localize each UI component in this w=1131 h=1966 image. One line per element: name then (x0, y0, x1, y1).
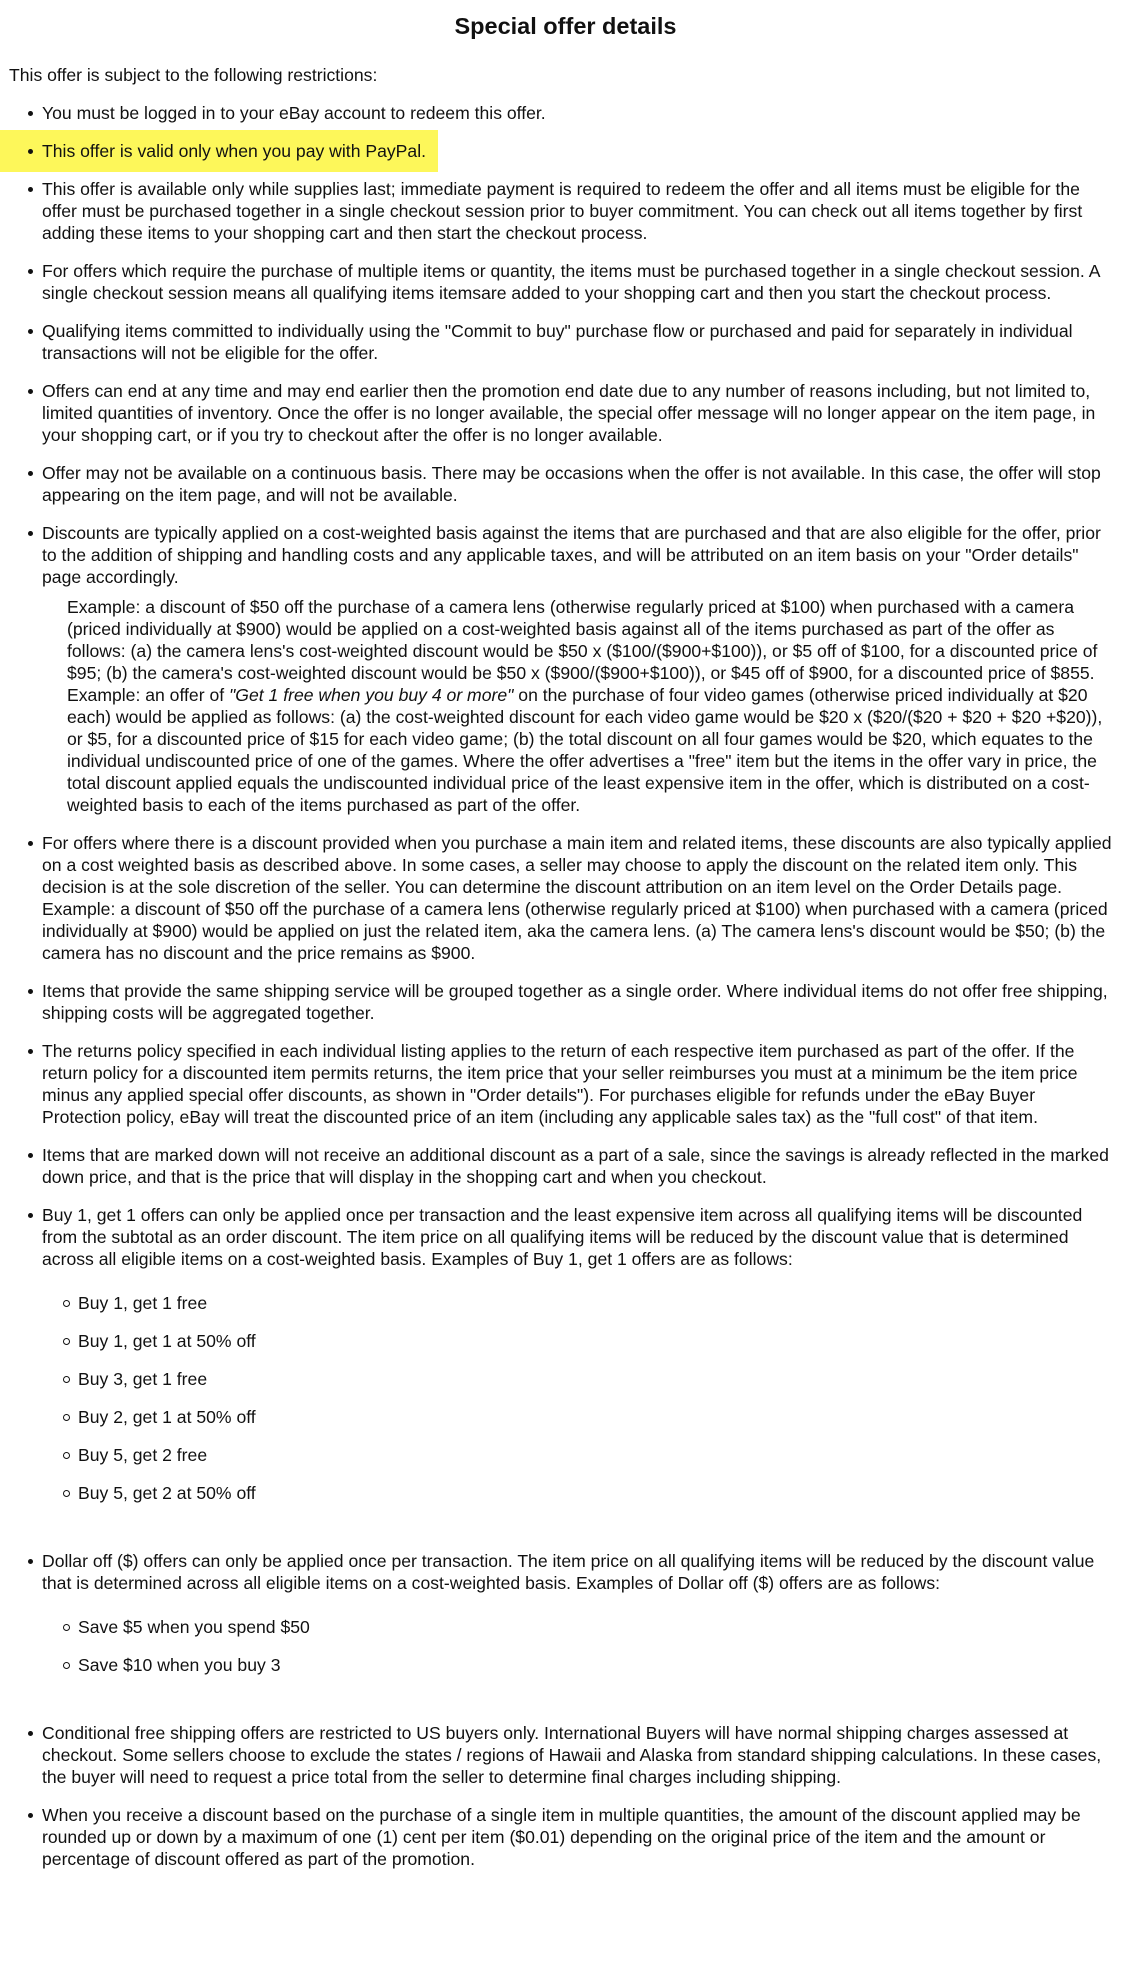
list-item (42, 980, 1131, 1024)
item-text: Offer may not be available on a continuous basis. There may be occasions when the offer is not available. In this case, the offer will stop appearing on the item page, and will not be available. (42, 463, 1101, 505)
example-camera-lens: Example: a discount of $50 off the purchase of a camera lens (otherwise regularly priced at $100) when purchased with a camera (priced individually at $900) would be applied on a cost-weighted basis against all of the items purchased as part of the offer as follows: (a) the camera lens's cost-weighted discount would be $50 x ($100/($900+$100)), or $5 off of $100, for a discounted price of $95; (b) the camera's cost-weighted discount would be $50 x ($900/($900+$100)), or $45 off of $900, for a discounted price of $855. (67, 597, 1098, 683)
list-item (42, 178, 1131, 244)
list-item (42, 380, 1131, 446)
example-block (42, 596, 1117, 816)
sub-list-item: Buy 5, get 2 free (78, 1444, 1117, 1466)
item-text: Items that provide the same shipping service will be grouped together as a single order. Where individual items do not offer free shipping, shipping costs will be aggregated together. (42, 981, 1108, 1023)
list-item (42, 320, 1131, 364)
item-text: Offers can end at any time and may end earlier then the promotion end date due to any number of reasons including, but not limited to, limited quantities of inventory. Once the offer is no longer available, the special offer message will no longer appear on the item page, in your shopping cart, or if you try to checkout after the offer is no longer available. (42, 381, 1096, 445)
item-text: Buy 1, get 1 offers can only be applied once per transaction and the least expensive item across all qualifying items will be discounted from the subtotal as an order discount. The item price on all qualifying items will be reduced by the discount value that is determined across all eligible items on a cost-weighted basis. Examples of Buy 1, get 1 offers are as follows: (42, 1205, 1083, 1269)
list-item (42, 1144, 1131, 1188)
sub-list-item: Save $5 when you spend $50 (78, 1616, 1117, 1638)
example-video-games (67, 684, 1117, 816)
example-offer-name: "Get 1 free when you buy 4 or more" (229, 685, 514, 705)
sub-list-item: Buy 3, get 1 free (78, 1368, 1117, 1390)
list-item (42, 1040, 1131, 1128)
restrictions-list (0, 102, 1131, 1870)
example-related-item: Example: a discount of $50 off the purchase of a camera lens (otherwise regularly priced at $100) when purchased with a camera (priced individually at $900) would be applied on just the related item, aka the camera lens. (a) The camera lens's discount would be $50; (b) the camera has no discount and the price remains as $900. (42, 899, 1108, 963)
item-text: For offers which require the purchase of multiple items or quantity, the items must be purchased together in a single checkout session. A single checkout session means all qualifying items itemsare added to your shopping cart and then you start the checkout process. (42, 261, 1100, 303)
item-text: The returns policy specified in each individual listing applies to the return of each respective item purchased as part of the offer. If the return policy for a discounted item permits returns, the item price that your seller reimburses you must at a minimum be the item price minus any applied special offer discounts, as shown in "Order details"). For purchases eligible for refunds under the eBay Buyer Protection policy, eBay will treat the discounted price of an item (including any applicable sales tax) as the "full cost" of that item. (42, 1041, 1078, 1127)
item-text: You must be logged in to your eBay account to redeem this offer. (42, 103, 546, 123)
item-text: This offer is available only while supplies last; immediate payment is required to redeem the offer and all items must be eligible for the offer must be purchased together in a single checkout session prior to buyer commitment. You can check out all items together by first adding these items to your shopping cart and then start the checkout process. (42, 179, 1083, 243)
list-item (42, 832, 1131, 964)
item-text: Qualifying items committed to individually using the "Commit to buy" purchase flow or purchased and paid for separately in individual transactions will not be eligible for the offer. (42, 321, 1073, 363)
sub-list-item: Save $10 when you buy 3 (78, 1654, 1117, 1676)
item-text: Dollar off ($) offers can only be applied once per transaction. The item price on all qualifying items will be reduced by the discount value that is determined across all eligible items on a cost-weighted basis. Examples of Dollar off ($) offers are as follows: (42, 1551, 1095, 1593)
list-item (42, 462, 1131, 506)
example-text: on the purchase of four video games (otherwise priced individually at $20 each) would be applied as follows: (a) the cost-weighted discount for each video game would be $20 x ($20/($20 + $20 + $20 +$20)), or $5, for a discounted price of $15 for each video game; (b) the total discount on all four games would be $20, which equates to the individual undiscounted price of one of the games. Where the offer advertises a "free" item but the items in the offer vary in price, the total discount applied equals the undiscounted individual price of the least expensive item in the offer, which is distributed on a cost-weighted basis to each of the items purchased as part of the offer. (67, 685, 1103, 815)
item-text: Discounts are typically applied on a cost-weighted basis against the items that are purchased and that are also eligible for the offer, prior to the addition of shipping and handling costs and any applicable taxes, and will be attributed on an item basis on your "Order details" page accordingly. (42, 523, 1101, 587)
list-item (42, 102, 1131, 124)
list-item (42, 522, 1131, 816)
sub-list-item: Buy 1, get 1 free (78, 1292, 1117, 1314)
dollar-off-examples-list (42, 1616, 1117, 1676)
item-text: Items that are marked down will not receive an additional discount as a part of a sale, since the savings is already reflected in the marked down price, and that is the price that will display in the shopping cart and when you checkout. (42, 1145, 1109, 1187)
sub-list-item: Buy 1, get 1 at 50% off (78, 1330, 1117, 1352)
sub-list-item: Buy 2, get 1 at 50% off (78, 1406, 1117, 1428)
buy-get-examples-list (42, 1292, 1117, 1504)
item-text: Conditional free shipping offers are restricted to US buyers only. International Buyers will have normal shipping charges assessed at checkout. Some sellers choose to exclude the states / regions of Hawaii and Alaska from standard shipping calculations. In these cases, the buyer will need to request a price total from the seller to determine final charges including shipping. (42, 1723, 1102, 1787)
list-item (42, 1722, 1131, 1788)
item-text: When you receive a discount based on the purchase of a single item in multiple quantities, the amount of the discount applied may be rounded up or down by a maximum of one (1) cent per item ($0.01) depending on the original price of the item and the amount or percentage of discount offered as part of the promotion. (42, 1805, 1081, 1869)
list-item (42, 1204, 1131, 1534)
list-item (42, 260, 1131, 304)
item-text: For offers where there is a discount provided when you purchase a main item and related items, these discounts are also typically applied on a cost weighted basis as described above. In some cases, a seller may choose to apply the discount on the related item only. This decision is at the sole discretion of the seller. You can determine the discount attribution on an item level on the Order Details page. (42, 833, 1112, 897)
sub-list-item: Buy 5, get 2 at 50% off (78, 1482, 1117, 1504)
highlighted-paypal-text: This offer is valid only when you pay with PayPal. (0, 130, 438, 172)
list-item (42, 1804, 1131, 1870)
list-item-highlighted (42, 140, 1131, 162)
list-item (42, 1550, 1131, 1706)
intro-text: This offer is subject to the following restrictions: (9, 65, 378, 85)
page-title: Special offer details (454, 13, 677, 39)
example-text: Example: an offer of (67, 685, 230, 705)
